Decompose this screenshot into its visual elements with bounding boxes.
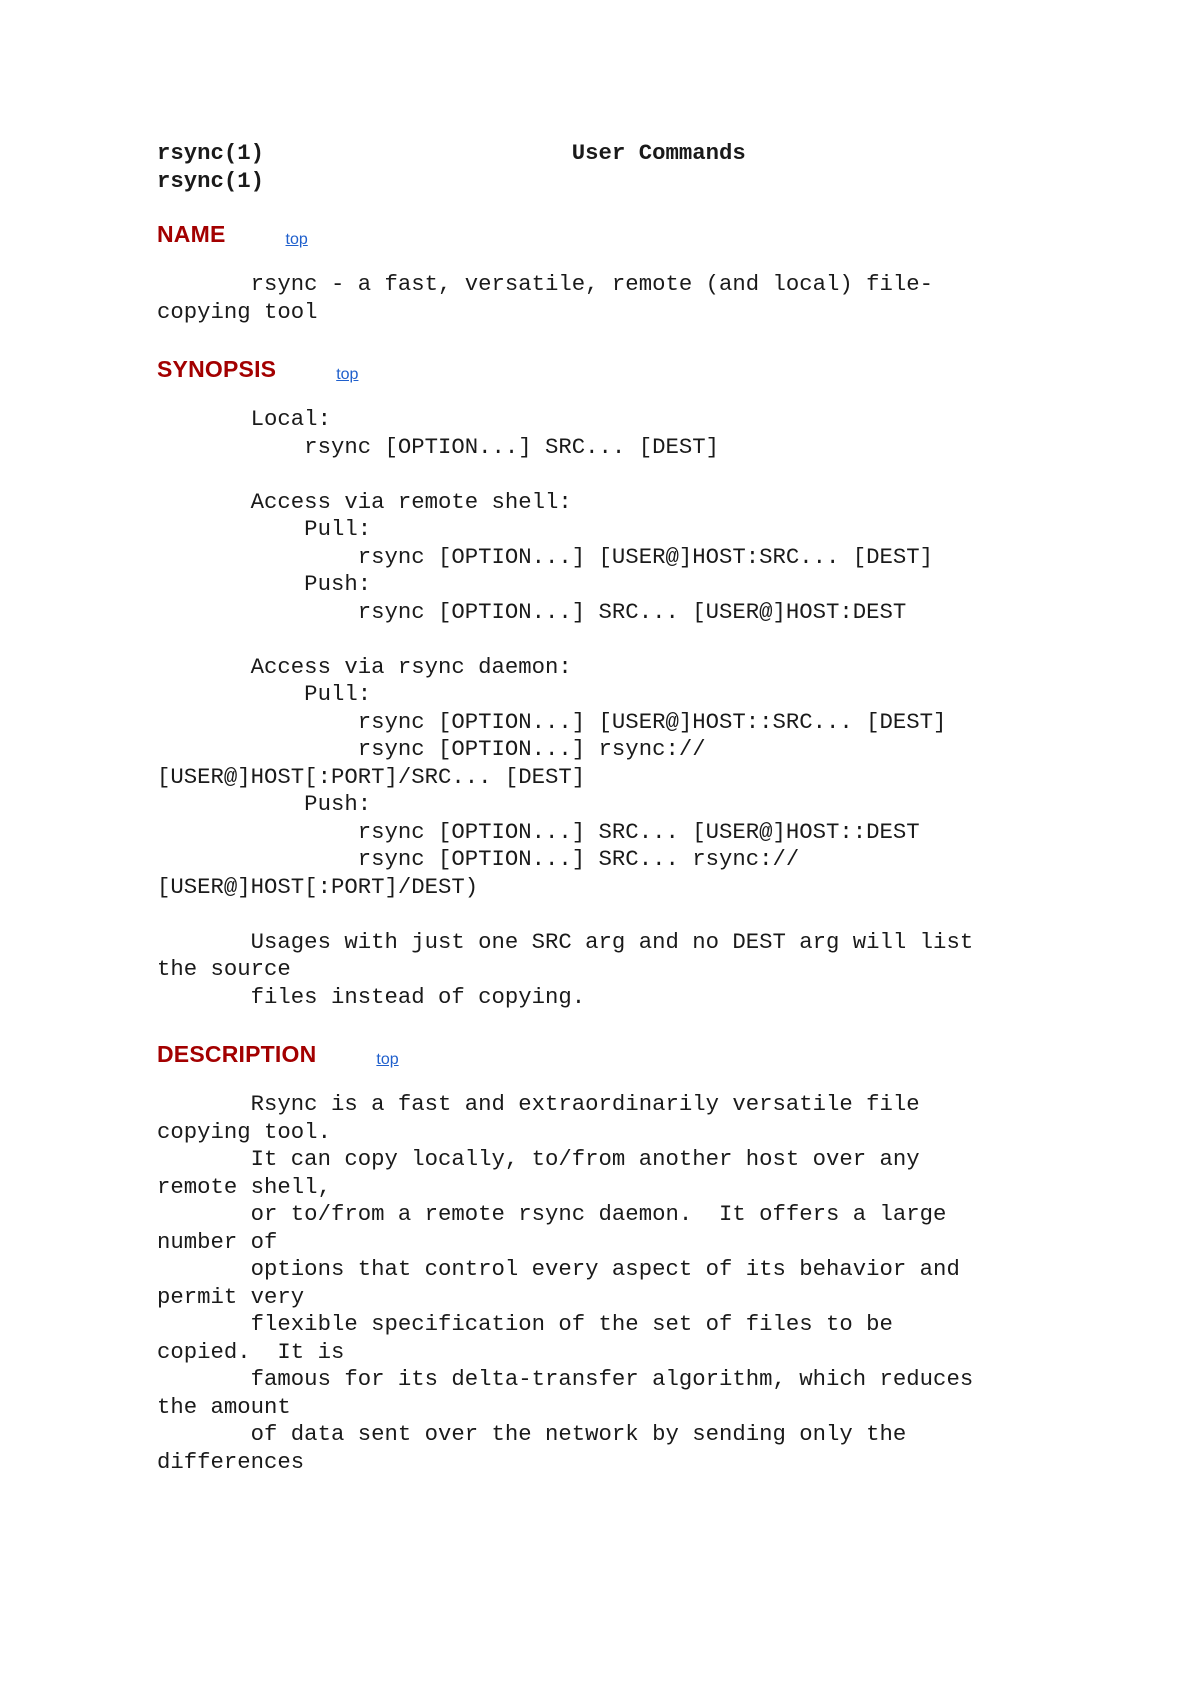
synopsis-line: rsync [OPTION...] SRC... [USER@]HOST::DEST xyxy=(157,818,920,845)
description-line: options that control every aspect of its behavior and xyxy=(157,1256,960,1282)
header-line xyxy=(157,140,1057,168)
synopsis-line: Push: xyxy=(157,571,372,597)
synopsis-line: Usages with just one SRC arg and no DEST arg will list xyxy=(157,928,974,955)
synopsis-line: [USER@]HOST[:PORT]/DEST) xyxy=(157,873,479,900)
section-head-synopsis xyxy=(157,356,1057,396)
synopsis-line xyxy=(157,901,1057,929)
synopsis-line: rsync [OPTION...] [USER@]HOST:SRC... [DEST] xyxy=(157,543,934,570)
synopsis-line: files instead of copying. xyxy=(157,983,586,1010)
synopsis-line: [USER@]HOST[:PORT]/SRC... [DEST] xyxy=(157,763,586,790)
synopsis-line: the source xyxy=(157,956,291,982)
synopsis-line: rsync [OPTION...] SRC... [USER@]HOST:DEST xyxy=(157,598,907,625)
name-line: copying tool xyxy=(157,298,318,325)
description-line: the amount xyxy=(157,1393,291,1420)
name-line: rsync - a fast, versatile, remote (and local) file- xyxy=(157,271,934,297)
synopsis-line: Pull: xyxy=(157,681,372,707)
synopsis-line: Push: xyxy=(157,791,372,817)
synopsis-line: Access via remote shell: xyxy=(157,488,572,515)
section-title-name: NAME xyxy=(157,221,226,247)
section-head-name xyxy=(157,221,1057,261)
synopsis-line xyxy=(157,461,1057,489)
section-head-description xyxy=(157,1041,1057,1081)
description-line: differences xyxy=(157,1448,305,1475)
description-line: of data sent over the network by sending only the xyxy=(157,1421,907,1447)
top-link-name[interactable]: top xyxy=(285,231,308,248)
synopsis-line: rsync [OPTION...] [USER@]HOST::SRC... [DEST] xyxy=(157,708,947,735)
header-center: User Commands xyxy=(571,140,746,166)
top-link-synopsis[interactable]: top xyxy=(336,366,359,383)
synopsis-body xyxy=(157,406,1057,1011)
synopsis-line: Local: xyxy=(157,406,331,432)
man-header xyxy=(157,140,1057,195)
synopsis-line: rsync [OPTION...] SRC... rsync:// xyxy=(157,846,800,872)
description-body xyxy=(157,1091,1057,1476)
top-link-description[interactable]: top xyxy=(376,1051,399,1068)
description-line: copied. It is xyxy=(157,1338,345,1365)
description-line: Rsync is a fast and extraordinarily versatile file xyxy=(157,1091,920,1117)
synopsis-line: Access via rsync daemon: xyxy=(157,653,572,680)
description-line: famous for its delta-transfer algorithm, which reduces xyxy=(157,1366,974,1392)
man-page xyxy=(157,140,1057,1476)
synopsis-line: rsync [OPTION...] SRC... [DEST] xyxy=(157,433,719,460)
synopsis-line: Pull: xyxy=(157,516,372,542)
header-left: rsync(1) xyxy=(157,140,265,166)
synopsis-line xyxy=(157,626,1057,654)
description-line: number of xyxy=(157,1228,278,1255)
header-wrapped-right: rsync(1) xyxy=(157,167,265,194)
section-title-synopsis: SYNOPSIS xyxy=(157,356,277,382)
synopsis-line: rsync [OPTION...] rsync:// xyxy=(157,736,706,762)
description-line: copying tool. xyxy=(157,1118,331,1145)
description-line: permit very xyxy=(157,1283,305,1310)
section-title-description: DESCRIPTION xyxy=(157,1041,317,1067)
description-line: remote shell, xyxy=(157,1173,331,1200)
description-line: flexible specification of the set of files to be xyxy=(157,1311,893,1337)
name-body xyxy=(157,271,1057,326)
description-line: It can copy locally, to/from another host over any xyxy=(157,1146,920,1172)
description-line: or to/from a remote rsync daemon. It offers a large xyxy=(157,1201,947,1227)
